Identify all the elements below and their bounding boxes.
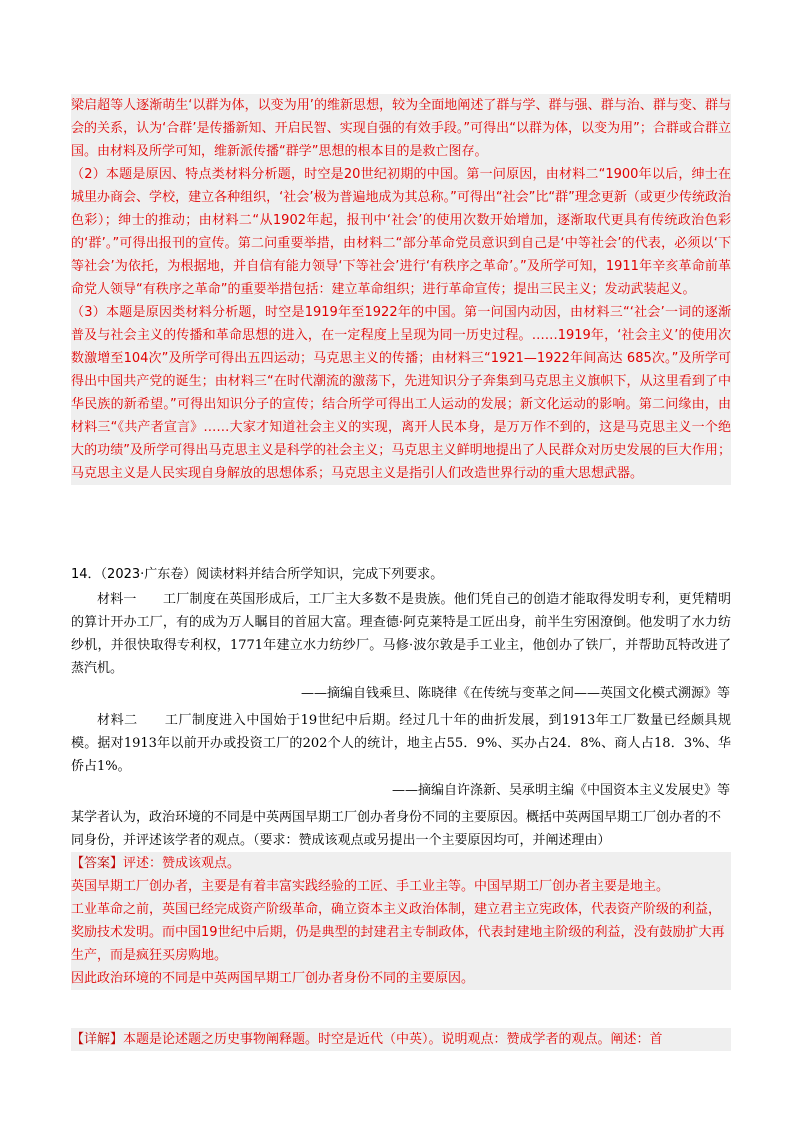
detail-text: 本题是论述题之历史事物阐释题。时空是近代（中英）。说明观点：赞成学者的观点。阐述：首 — [123, 1032, 663, 1047]
answer-block — [71, 852, 731, 990]
material-two-citation: ——摘编自许涤新、吴承明主编《中国资本主义发展史》等 — [391, 783, 730, 798]
question-prompt: 阅读材料并结合所学知识，完成下列要求。 — [196, 567, 444, 582]
question-header — [71, 563, 731, 586]
answer-label: 【答案】 — [71, 856, 124, 871]
material-one-text: 材料一 工厂制度在英国形成后，工厂主大多数不是贵族。他们凭自己的创造才能取得发明专利，更凭精明的算计开办工厂，有的成为万人瞩目的首屈大富。理查德·阿克莱特是工匠出身，前半生穷困潦倒。他发明了水力纺纱机，并很快取得专利权，1771年建立水力纺纱厂。马修·波尔敦是手工业主，他创办了铁厂，并帮助瓦特改进了蒸汽机。 — [71, 592, 731, 676]
material-two-text: 材料二 工厂制度进入中国始于19世纪中后期。经过几十年的曲折发展，到1913年工厂数量已经颇具规模。据对1913年以前开办或投资工厂的202个人的统计，地主占55．9%、买办占24．8%、商人占18．3%、华侨占1%。 — [71, 713, 731, 774]
question-source: （2023·广东卷） — [100, 567, 197, 582]
task-prompt: 某学者认为，政治环境的不同是中英两国早期工厂创办者身份不同的主要原因。概括中英两国早期工厂创办者的不同身份，并评述该学者的观点。（要求：赞成该观点或另提出一个主要原因均可，并阐述理由） — [71, 810, 722, 848]
answer-line-3: 工业革命之前，英国已经完成资产阶级革命，确立资本主义政治体制，建立君主立宪政体，代表资产阶级的利益，奖励技术发明。而中国19世纪中后期，仍是典型的封建君主专制政体，代表封建地主阶级的利益，没有鼓励扩大再生产，而是疯狂买房购地。 — [71, 902, 725, 963]
detail-label: 【详解】 — [71, 1032, 124, 1047]
analysis-block — [71, 94, 731, 485]
analysis-paragraph-3: （3）本题是原因类材料分析题，时空是1919年至1922年的中国。第一问国内动因，由材料三“‘社会’一词的逐渐普及与社会主义的传播和革命思想的进入，在一定程度上呈现为同一历史过程。……1919年，‘社会主义’的使用次数激增至104次”及所学可得出五四运动；马克思主义的传播；由材料三“1921—1922年间高达 685次。”及所学可得出中国共产党的诞生；由材料三“在时代潮流的激荡下，先进知识分子奔集到马克思主义旗帜下，从这里看到了中华民族的新希望。”可得出知识分子的宣传；结合所学可得出工人运动的发展；新文化运动的影响。第二问缘由，由材料三“《共产者宣言》……大家才知道社会主义的实现，离开人民本身，是万万作不到的，这是马克思主义一个绝大的功绩”及所学可得出马克思主义是科学的社会主义；马克思主义鲜明地提出了人民群众对历史发展的巨大作用；马克思主义是人民实现自身解放的思想体系；马克思主义是指引人们改造世界行动的重大思想武器。 — [71, 305, 731, 481]
answer-line-1: 【答案】评述：赞成该观点。 — [71, 856, 241, 871]
material-one-citation: ——摘编自钱乘旦、陈晓律《在传统与变革之间——英国文化模式溯源》等 — [300, 686, 730, 701]
material-one — [71, 588, 731, 680]
answer-line-2: 英国早期工厂创办者，主要是有着丰富实践经验的工匠、手工业主等。中国早期工厂创办者主要是地主。 — [71, 879, 670, 894]
answer-line-4: 因此政治环境的不同是中英两国早期工厂创办者身份不同的主要原因。 — [71, 971, 475, 986]
analysis-paragraph-1: 梁启超等人逐渐萌生‘以群为体，以变为用’的维新思想，较为全面地阐述了群与学、群与强、群与治、群与变、群与会的关系，认为‘合群’是传播新知、开启民智、实现自强的有效手段。”可得出“以群为体，以变为用”；合群或合群立国。由材料及所学可知，维新派传播“群学”思想的根本目的是救亡图存。 — [71, 98, 731, 159]
material-two — [71, 709, 731, 778]
analysis-paragraph-2: （2）本题是原因、特点类材料分析题，时空是20世纪初期的中国。第一问原因，由材料二“1900年以后，绅士在城里办商会、学校，建立各种组织，‘社会’极为普遍地成为其总称。”可得出“社会”比“群”理念更新（或更少传统政治色彩）；绅士的推动；由材料二“从1902年起，报刊中‘社会’的使用次数开始增加，逐渐取代更具有传统政治色彩的‘群’。”可得出报刊的宣传。第二问重要举措，由材料二“部分革命党员意识到自己是‘中等社会’的代表，必须以‘下等社会’为依托，为根据地，并自信有能力领导‘下等社会’进行‘有秩序之革命’。”及所学可知，1911年辛亥革命前革命党人领导“有秩序之革命”的重要举措包括：建立革命组织；进行革命宣传；提出三民主义；发动武装起义。 — [71, 167, 731, 297]
question-number: 14． — [71, 567, 101, 582]
detail-line — [71, 1028, 731, 1051]
